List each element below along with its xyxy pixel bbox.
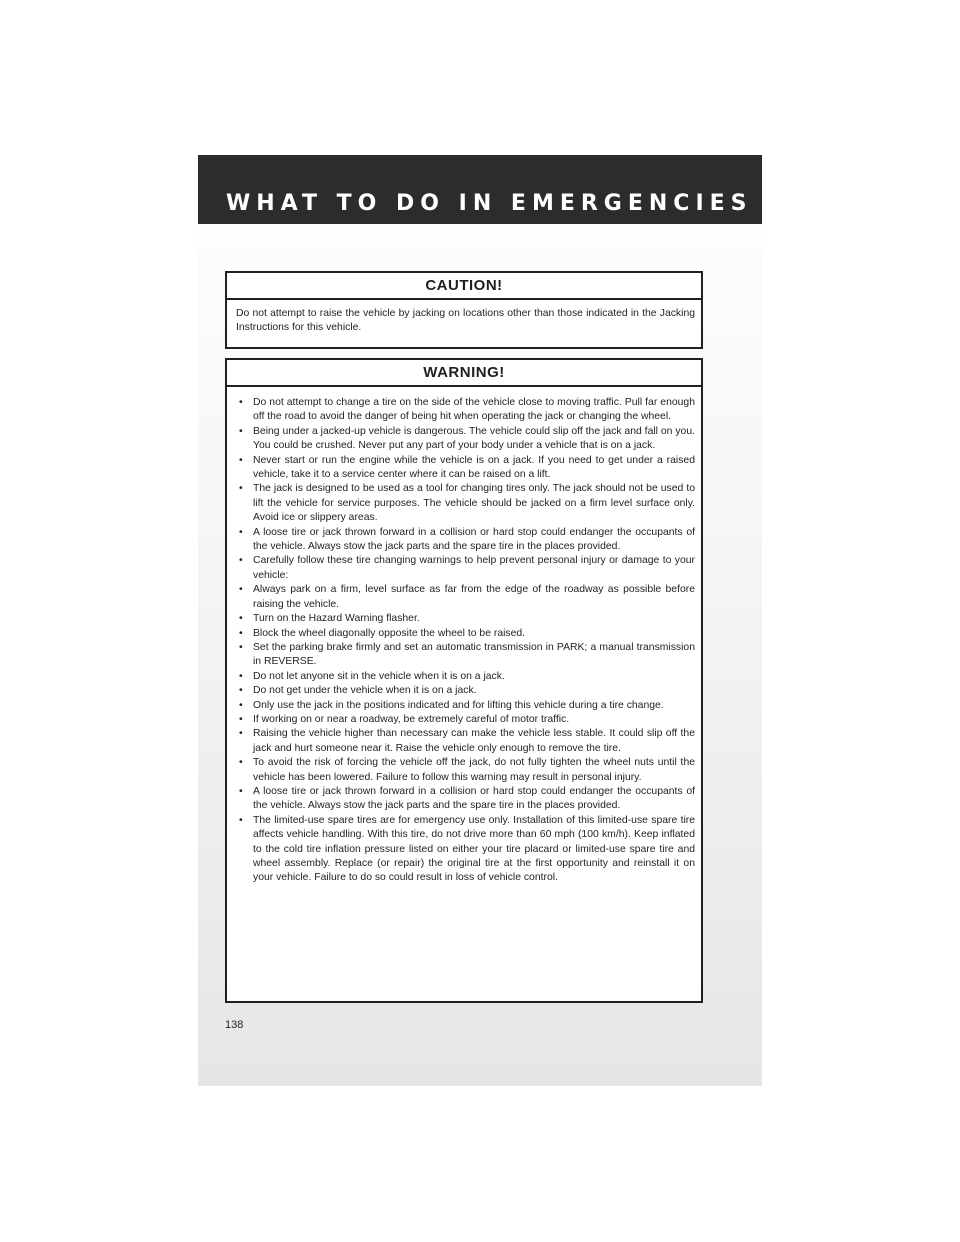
warning-item bbox=[236, 727, 695, 756]
caution-text: Do not attempt to raise the vehicle by jacking on locations other than those indicated in the Jacking Instructions for this vehicle. bbox=[236, 308, 695, 334]
bullet-icon: • bbox=[239, 641, 243, 653]
warning-item bbox=[236, 627, 695, 641]
section-title: WHAT TO DO IN EMERGENCIES bbox=[226, 191, 753, 216]
section-header-bar bbox=[198, 155, 762, 224]
warning-item bbox=[236, 785, 695, 814]
warning-item bbox=[236, 641, 695, 670]
warning-heading: WARNING! bbox=[227, 360, 701, 387]
warning-item-text: To avoid the risk of forcing the vehicle off the jack, do not fully tighten the wheel nuts until the vehicle has been lowered. Failure to follow this warning may result in personal injury. bbox=[253, 757, 695, 783]
bullet-icon: • bbox=[239, 670, 243, 682]
bullet-icon: • bbox=[239, 627, 243, 639]
bullet-icon: • bbox=[239, 397, 243, 408]
warning-item bbox=[236, 814, 695, 886]
warning-item bbox=[236, 684, 695, 698]
bullet-icon: • bbox=[239, 584, 243, 596]
warning-item-text: Only use the jack in the positions indicated and for lifting this vehicle during a tire change. bbox=[253, 699, 664, 711]
warning-item bbox=[236, 425, 695, 454]
bullet-icon: • bbox=[239, 814, 243, 826]
warning-item-text: Do not get under the vehicle when it is on a jack. bbox=[253, 685, 477, 697]
warning-item bbox=[236, 454, 695, 483]
warning-item-text: Carefully follow these tire changing warnings to help prevent personal injury or damage to your vehicle: bbox=[253, 555, 695, 581]
warning-item bbox=[236, 583, 695, 612]
bullet-icon: • bbox=[239, 526, 243, 538]
bullet-icon: • bbox=[239, 425, 243, 437]
warning-item bbox=[236, 699, 695, 713]
bullet-icon: • bbox=[239, 454, 243, 466]
warning-item bbox=[236, 713, 695, 727]
warning-item-text: Raising the vehicle higher than necessary can make the vehicle less stable. It could slip off the jack and hurt someone near it. Raise the vehicle only enough to remove the tire. bbox=[253, 728, 695, 754]
warning-item-text: A loose tire or jack thrown forward in a collision or hard stop could endanger the occupants of the vehicle. Always stow the jack parts and the spare tire in the places provided. bbox=[253, 785, 695, 812]
bullet-icon: • bbox=[239, 685, 243, 697]
bullet-icon: • bbox=[239, 555, 243, 567]
manual-page bbox=[198, 155, 762, 1086]
warning-item-text: Being under a jacked-up vehicle is dangerous. The vehicle could slip off the jack and fall on you. You could be crushed. Never put any part of your body under a vehicle that is on a jack. bbox=[253, 425, 695, 452]
warning-item bbox=[236, 554, 695, 583]
bullet-icon: • bbox=[239, 728, 243, 740]
warning-item-text: Turn on the Hazard Warning flasher. bbox=[253, 613, 420, 625]
warning-item-text: The limited-use spare tires are for emergency use only. Installation of this limited-use spare tire affects vehicle handling. With this tire, do not drive more than 60 mph (100 km/h). Keep inflated to the cold tire inflation pressure listed on either your tire placard or limited-use spare tire and wheel assembly. Replace (or repair) the original tire at the first opportunity and reinstall it on your vehicle. Failure to do so could result in loss of vehicle control. bbox=[253, 814, 695, 884]
warning-item-text: If working on or near a roadway, be extremely careful of motor traffic. bbox=[253, 713, 570, 725]
warning-item-text: Block the wheel diagonally opposite the wheel to be raised. bbox=[253, 627, 526, 639]
warning-body bbox=[227, 387, 701, 886]
bullet-icon: • bbox=[239, 785, 243, 797]
warning-item-text: Do not let anyone sit in the vehicle when it is on a jack. bbox=[253, 670, 505, 682]
bullet-icon: • bbox=[239, 699, 243, 711]
warning-item bbox=[236, 756, 695, 785]
warning-item bbox=[236, 612, 695, 626]
warning-item bbox=[236, 526, 695, 555]
bullet-icon: • bbox=[239, 713, 243, 725]
warning-item bbox=[236, 670, 695, 684]
warning-box bbox=[225, 358, 703, 1003]
caution-heading: CAUTION! bbox=[227, 273, 701, 300]
warning-item-text: Do not attempt to change a tire on the side of the vehicle close to moving traffic. Pull far enough off the road to avoid the danger of being hit when operating the jack or changing the wheel. bbox=[253, 397, 695, 423]
warning-list bbox=[236, 396, 695, 886]
warning-item-text: The jack is designed to be used as a tool for changing tires only. The jack should not be used to lift the vehicle for service purposes. The vehicle should be jacked on a firm level surface only. Avoid ice or slippery areas. bbox=[253, 483, 695, 524]
warning-item bbox=[236, 396, 695, 425]
caution-box bbox=[225, 271, 703, 349]
warning-item-text: Never start or run the engine while the vehicle is on a jack. If you need to get under a raised vehicle, take it to a service center where it can be raised on a lift. bbox=[253, 454, 695, 481]
warning-item-text: Always park on a firm, level surface as far from the edge of the roadway as possible before raising the vehicle. bbox=[253, 584, 695, 610]
warning-item-text: A loose tire or jack thrown forward in a collision or hard stop could endanger the occupants of the vehicle. Always stow the jack parts and the spare tire in the places provided. bbox=[253, 526, 695, 553]
page-number: 138 bbox=[225, 1019, 244, 1031]
bullet-icon: • bbox=[239, 613, 243, 625]
warning-item bbox=[236, 482, 695, 525]
bullet-icon: • bbox=[239, 483, 243, 495]
bullet-icon: • bbox=[239, 757, 243, 769]
warning-item-text: Set the parking brake firmly and set an automatic transmission in PARK; a manual transmission in REVERSE. bbox=[253, 641, 695, 668]
